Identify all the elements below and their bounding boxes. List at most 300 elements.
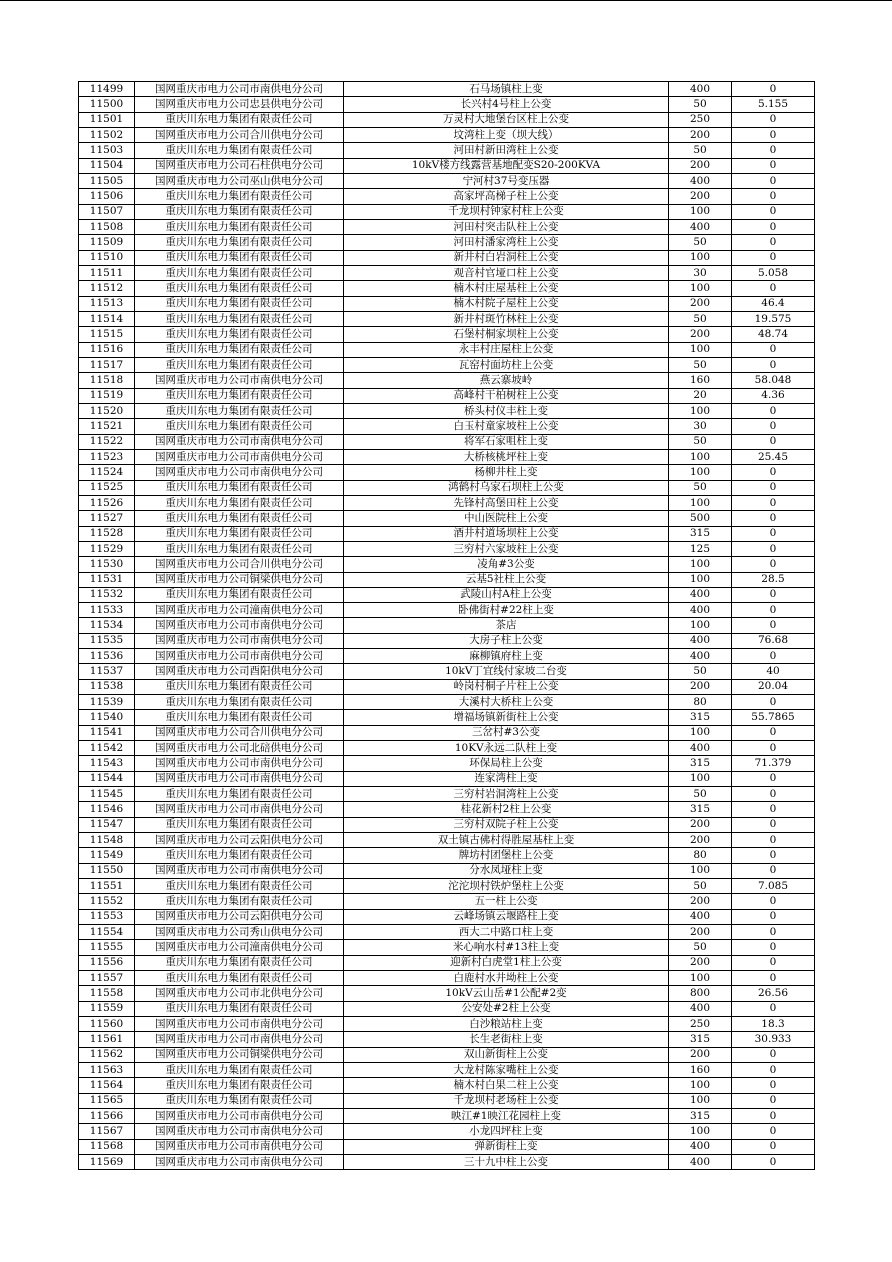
- transformer-name-cell: 桂花新村2柱上公变: [344, 802, 669, 817]
- value-cell: 0: [732, 1063, 815, 1078]
- capacity-cell: 800: [669, 986, 732, 1001]
- capacity-cell: 200: [669, 127, 732, 142]
- company-cell: 重庆川东电力集团有限责任公司: [135, 511, 344, 526]
- transformer-name-cell: 牌坊村团堡柱上公变: [344, 848, 669, 863]
- table-row: [79, 281, 815, 296]
- capacity-cell: 100: [669, 342, 732, 357]
- table-row: [79, 419, 815, 434]
- company-cell: 重庆川东电力集团有限责任公司: [135, 848, 344, 863]
- table-row: [79, 971, 815, 986]
- capacity-cell: 250: [669, 112, 732, 127]
- capacity-cell: 100: [669, 495, 732, 510]
- row-id-cell: 11564: [79, 1078, 135, 1093]
- company-cell: 国网重庆市电力公司市南供电分公司: [135, 1124, 344, 1139]
- transformer-name-cell: 石马场镇柱上变: [344, 82, 669, 97]
- value-cell: 0: [732, 143, 815, 158]
- capacity-cell: 200: [669, 296, 732, 311]
- value-cell: 0: [732, 541, 815, 556]
- transformer-name-cell: 高峰村干柏树柱上公变: [344, 388, 669, 403]
- capacity-cell: 50: [669, 235, 732, 250]
- capacity-cell: 200: [669, 158, 732, 173]
- capacity-cell: 160: [669, 373, 732, 388]
- row-id-cell: 11518: [79, 373, 135, 388]
- transformer-name-cell: 燕云寨坡岭: [344, 373, 669, 388]
- table-row: [79, 189, 815, 204]
- company-cell: 国网重庆市电力公司市南供电分公司: [135, 82, 344, 97]
- value-cell: 0: [732, 526, 815, 541]
- value-cell: 0: [732, 909, 815, 924]
- company-cell: 国网重庆市电力公司石柱供电分公司: [135, 158, 344, 173]
- transformer-name-cell: 楠木村庄屋基柱上公变: [344, 281, 669, 296]
- capacity-cell: 50: [669, 787, 732, 802]
- company-cell: 国网重庆市电力公司市南供电分公司: [135, 1017, 344, 1032]
- company-cell: 重庆川东电力集团有限责任公司: [135, 587, 344, 602]
- value-cell: 71.379: [732, 756, 815, 771]
- row-id-cell: 11545: [79, 787, 135, 802]
- table-row: [79, 311, 815, 326]
- value-cell: 26.56: [732, 986, 815, 1001]
- company-cell: 国网重庆市电力公司市南供电分公司: [135, 618, 344, 633]
- company-cell: 国网重庆市电力公司潼南供电分公司: [135, 940, 344, 955]
- capacity-cell: 315: [669, 802, 732, 817]
- value-cell: 0: [732, 465, 815, 480]
- company-cell: 重庆川东电力集团有限责任公司: [135, 1078, 344, 1093]
- capacity-cell: 200: [669, 833, 732, 848]
- table-row: [79, 82, 815, 97]
- value-cell: 0: [732, 894, 815, 909]
- value-cell: 28.5: [732, 572, 815, 587]
- capacity-cell: 400: [669, 741, 732, 756]
- value-cell: 18.3: [732, 1017, 815, 1032]
- table-row: [79, 526, 815, 541]
- value-cell: 0: [732, 189, 815, 204]
- table-row: [79, 541, 815, 556]
- transformer-name-cell: 三岔村#3公变: [344, 725, 669, 740]
- transformer-name-cell: 酒井村道场坝柱上公变: [344, 526, 669, 541]
- capacity-cell: 50: [669, 879, 732, 894]
- table-row: [79, 603, 815, 618]
- transformer-name-cell: 将军石家咀柱上变: [344, 434, 669, 449]
- capacity-cell: 315: [669, 1032, 732, 1047]
- row-id-cell: 11529: [79, 541, 135, 556]
- company-cell: 重庆川东电力集团有限责任公司: [135, 403, 344, 418]
- capacity-cell: 400: [669, 633, 732, 648]
- capacity-cell: 200: [669, 817, 732, 832]
- transformer-name-cell: 岭岗村桐子片柱上公变: [344, 679, 669, 694]
- capacity-cell: 400: [669, 1139, 732, 1154]
- capacity-cell: 20: [669, 388, 732, 403]
- transformer-name-cell: 河田村新田湾柱上公变: [344, 143, 669, 158]
- capacity-cell: 100: [669, 557, 732, 572]
- value-cell: 0: [732, 1001, 815, 1016]
- company-cell: 重庆川东电力集团有限责任公司: [135, 265, 344, 280]
- row-id-cell: 11534: [79, 618, 135, 633]
- table-row: [79, 710, 815, 725]
- transformer-name-cell: 双土镇古佛村得胜屋基柱上变: [344, 833, 669, 848]
- table-body: [79, 82, 815, 1170]
- row-id-cell: 11560: [79, 1017, 135, 1032]
- transformer-name-cell: 云峰场镇云堰路柱上变: [344, 909, 669, 924]
- table-row: [79, 265, 815, 280]
- transformer-name-cell: 长兴村4号柱上公变: [344, 97, 669, 112]
- row-id-cell: 11523: [79, 449, 135, 464]
- row-id-cell: 11527: [79, 511, 135, 526]
- table-row: [79, 250, 815, 265]
- value-cell: 0: [732, 940, 815, 955]
- row-id-cell: 11521: [79, 419, 135, 434]
- capacity-cell: 400: [669, 82, 732, 97]
- company-cell: 国网重庆市电力公司市南供电分公司: [135, 1108, 344, 1123]
- table-row: [79, 480, 815, 495]
- row-id-cell: 11514: [79, 311, 135, 326]
- transformer-name-cell: 鸿鹤村乌家石坝柱上公变: [344, 480, 669, 495]
- row-id-cell: 11520: [79, 403, 135, 418]
- page-top-border: [0, 0, 892, 1]
- transformer-name-cell: 分水凤垭柱上变: [344, 863, 669, 878]
- table-row: [79, 848, 815, 863]
- company-cell: 重庆川东电力集团有限责任公司: [135, 112, 344, 127]
- company-cell: 重庆川东电力集团有限责任公司: [135, 879, 344, 894]
- row-id-cell: 11553: [79, 909, 135, 924]
- row-id-cell: 11543: [79, 756, 135, 771]
- transformer-name-cell: 新井村斑竹林柱上公变: [344, 311, 669, 326]
- company-cell: 国网重庆市电力公司市南供电分公司: [135, 1139, 344, 1154]
- table-row: [79, 127, 815, 142]
- row-id-cell: 11555: [79, 940, 135, 955]
- value-cell: 76.68: [732, 633, 815, 648]
- transformer-name-cell: 三穷村六家坡柱上公变: [344, 541, 669, 556]
- company-cell: 重庆川东电力集团有限责任公司: [135, 204, 344, 219]
- row-id-cell: 11517: [79, 357, 135, 372]
- value-cell: 0: [732, 495, 815, 510]
- value-cell: 0: [732, 955, 815, 970]
- row-id-cell: 11547: [79, 817, 135, 832]
- table-row: [79, 1108, 815, 1123]
- table-row: [79, 357, 815, 372]
- capacity-cell: 100: [669, 572, 732, 587]
- value-cell: 0: [732, 587, 815, 602]
- transformer-name-cell: 10KV永远二队柱上变: [344, 741, 669, 756]
- row-id-cell: 11515: [79, 327, 135, 342]
- row-id-cell: 11533: [79, 603, 135, 618]
- transformer-name-cell: 白沙粮站柱上变: [344, 1017, 669, 1032]
- row-id-cell: 11524: [79, 465, 135, 480]
- company-cell: 重庆川东电力集团有限责任公司: [135, 311, 344, 326]
- value-cell: 0: [732, 511, 815, 526]
- row-id-cell: 11539: [79, 695, 135, 710]
- transformer-name-cell: 杨柳井柱上变: [344, 465, 669, 480]
- capacity-cell: 315: [669, 526, 732, 541]
- transformer-name-cell: 米心响水村#13柱上变: [344, 940, 669, 955]
- company-cell: 重庆川东电力集团有限责任公司: [135, 710, 344, 725]
- value-cell: 4.36: [732, 388, 815, 403]
- transformer-name-cell: 增福场镇新街柱上公变: [344, 710, 669, 725]
- value-cell: 0: [732, 1154, 815, 1169]
- value-cell: 0: [732, 802, 815, 817]
- row-id-cell: 11556: [79, 955, 135, 970]
- company-cell: 国网重庆市电力公司市南供电分公司: [135, 771, 344, 786]
- company-cell: 重庆川东电力集团有限责任公司: [135, 419, 344, 434]
- company-cell: 重庆川东电力集团有限责任公司: [135, 1093, 344, 1108]
- transformer-name-cell: 瓦窑村面坊柱上公变: [344, 357, 669, 372]
- table-row: [79, 388, 815, 403]
- value-cell: 0: [732, 112, 815, 127]
- company-cell: 国网重庆市电力公司酉阳供电分公司: [135, 664, 344, 679]
- value-cell: 0: [732, 127, 815, 142]
- value-cell: 0: [732, 173, 815, 188]
- value-cell: 20.04: [732, 679, 815, 694]
- capacity-cell: 100: [669, 449, 732, 464]
- capacity-cell: 100: [669, 1078, 732, 1093]
- row-id-cell: 11569: [79, 1154, 135, 1169]
- capacity-cell: 100: [669, 204, 732, 219]
- capacity-cell: 100: [669, 725, 732, 740]
- row-id-cell: 11567: [79, 1124, 135, 1139]
- table-row: [79, 695, 815, 710]
- capacity-cell: 50: [669, 311, 732, 326]
- company-cell: 国网重庆市电力公司合川供电分公司: [135, 557, 344, 572]
- value-cell: 46.4: [732, 296, 815, 311]
- company-cell: 国网重庆市电力公司合川供电分公司: [135, 127, 344, 142]
- row-id-cell: 11557: [79, 971, 135, 986]
- table-row: [79, 787, 815, 802]
- company-cell: 重庆川东电力集团有限责任公司: [135, 281, 344, 296]
- row-id-cell: 11499: [79, 82, 135, 97]
- row-id-cell: 11550: [79, 863, 135, 878]
- table-row: [79, 771, 815, 786]
- capacity-cell: 125: [669, 541, 732, 556]
- transformer-name-cell: 桥头村仪丰柱上变: [344, 403, 669, 418]
- table-row: [79, 955, 815, 970]
- value-cell: 0: [732, 281, 815, 296]
- company-cell: 国网重庆市电力公司市南供电分公司: [135, 863, 344, 878]
- value-cell: 0: [732, 1124, 815, 1139]
- value-cell: 40: [732, 664, 815, 679]
- company-cell: 重庆川东电力集团有限责任公司: [135, 219, 344, 234]
- capacity-cell: 100: [669, 863, 732, 878]
- table-row: [79, 1124, 815, 1139]
- value-cell: 19.575: [732, 311, 815, 326]
- capacity-cell: 200: [669, 894, 732, 909]
- table-row: [79, 741, 815, 756]
- transformer-name-cell: 长生老街柱上变: [344, 1032, 669, 1047]
- value-cell: 58.048: [732, 373, 815, 388]
- table-row: [79, 449, 815, 464]
- transformer-name-cell: 先锋村高堡田柱上公变: [344, 495, 669, 510]
- row-id-cell: 11525: [79, 480, 135, 495]
- company-cell: 重庆川东电力集团有限责任公司: [135, 250, 344, 265]
- company-cell: 重庆川东电力集团有限责任公司: [135, 327, 344, 342]
- transformer-name-cell: 公安处#2柱上公变: [344, 1001, 669, 1016]
- row-id-cell: 11544: [79, 771, 135, 786]
- transformer-name-cell: 三穷村岩洞湾柱上公变: [344, 787, 669, 802]
- table-row: [79, 909, 815, 924]
- transformer-name-cell: 楠木村院子屋柱上公变: [344, 296, 669, 311]
- capacity-cell: 100: [669, 465, 732, 480]
- capacity-cell: 50: [669, 940, 732, 955]
- table-row: [79, 1001, 815, 1016]
- company-cell: 国网重庆市电力公司市南供电分公司: [135, 1032, 344, 1047]
- capacity-cell: 315: [669, 710, 732, 725]
- table-row: [79, 465, 815, 480]
- table-row: [79, 235, 815, 250]
- transformer-name-cell: 麻柳镇府柱上变: [344, 649, 669, 664]
- transformer-name-cell: 三穷村双院子柱上公变: [344, 817, 669, 832]
- table-row: [79, 756, 815, 771]
- capacity-cell: 400: [669, 219, 732, 234]
- value-cell: 0: [732, 971, 815, 986]
- table-row: [79, 1032, 815, 1047]
- transformer-name-cell: 迎新村白虎堂1柱上公变: [344, 955, 669, 970]
- capacity-cell: 400: [669, 1154, 732, 1169]
- row-id-cell: 11519: [79, 388, 135, 403]
- capacity-cell: 400: [669, 603, 732, 618]
- table-row: [79, 1017, 815, 1032]
- transformer-name-cell: 千龙坝村老场柱上公变: [344, 1093, 669, 1108]
- transformer-name-cell: 白玉村童家坡柱上公变: [344, 419, 669, 434]
- company-cell: 国网重庆市电力公司市南供电分公司: [135, 1154, 344, 1169]
- company-cell: 国网重庆市电力公司合川供电分公司: [135, 725, 344, 740]
- transformer-table: [78, 81, 815, 1170]
- transformer-name-cell: 凌角#3公变: [344, 557, 669, 572]
- transformer-name-cell: 环保局柱上公变: [344, 756, 669, 771]
- row-id-cell: 11526: [79, 495, 135, 510]
- transformer-name-cell: 沱沱坝村铁炉堡柱上公变: [344, 879, 669, 894]
- transformer-name-cell: 云基5社柱上公变: [344, 572, 669, 587]
- row-id-cell: 11566: [79, 1108, 135, 1123]
- capacity-cell: 100: [669, 403, 732, 418]
- capacity-cell: 100: [669, 971, 732, 986]
- company-cell: 重庆川东电力集团有限责任公司: [135, 189, 344, 204]
- company-cell: 重庆川东电力集团有限责任公司: [135, 955, 344, 970]
- company-cell: 国网重庆市电力公司潼南供电分公司: [135, 603, 344, 618]
- row-id-cell: 11561: [79, 1032, 135, 1047]
- company-cell: 重庆川东电力集团有限责任公司: [135, 357, 344, 372]
- company-cell: 国网重庆市电力公司秀山供电分公司: [135, 925, 344, 940]
- row-id-cell: 11500: [79, 97, 135, 112]
- table-row: [79, 495, 815, 510]
- value-cell: 5.058: [732, 265, 815, 280]
- value-cell: 0: [732, 342, 815, 357]
- transformer-name-cell: 连家湾柱上变: [344, 771, 669, 786]
- company-cell: 国网重庆市电力公司市南供电分公司: [135, 465, 344, 480]
- row-id-cell: 11528: [79, 526, 135, 541]
- table-row: [79, 572, 815, 587]
- table-row: [79, 940, 815, 955]
- row-id-cell: 11508: [79, 219, 135, 234]
- value-cell: 0: [732, 480, 815, 495]
- row-id-cell: 11554: [79, 925, 135, 940]
- row-id-cell: 11512: [79, 281, 135, 296]
- company-cell: 重庆川东电力集团有限责任公司: [135, 787, 344, 802]
- table-row: [79, 1154, 815, 1169]
- value-cell: 0: [732, 219, 815, 234]
- row-id-cell: 11538: [79, 679, 135, 694]
- transformer-name-cell: 弹新街柱上变: [344, 1139, 669, 1154]
- table-row: [79, 817, 815, 832]
- table-row: [79, 112, 815, 127]
- value-cell: 0: [732, 158, 815, 173]
- table-row: [79, 1139, 815, 1154]
- value-cell: 0: [732, 725, 815, 740]
- transformer-name-cell: 10kV楼方线露营基地配变S20-200KVA: [344, 158, 669, 173]
- transformer-name-cell: 三十九中柱上公变: [344, 1154, 669, 1169]
- company-cell: 重庆川东电力集团有限责任公司: [135, 388, 344, 403]
- table-row: [79, 633, 815, 648]
- row-id-cell: 11503: [79, 143, 135, 158]
- table-row: [79, 204, 815, 219]
- capacity-cell: 200: [669, 679, 732, 694]
- transformer-name-cell: 映江#1映江花园柱上变: [344, 1108, 669, 1123]
- row-id-cell: 11509: [79, 235, 135, 250]
- capacity-cell: 30: [669, 419, 732, 434]
- transformer-name-cell: 双山新街柱上公变: [344, 1047, 669, 1062]
- capacity-cell: 100: [669, 281, 732, 296]
- transformer-name-cell: 万灵村大地堡台区柱上公变: [344, 112, 669, 127]
- capacity-cell: 400: [669, 173, 732, 188]
- company-cell: 重庆川东电力集团有限责任公司: [135, 971, 344, 986]
- company-cell: 国网重庆市电力公司市南供电分公司: [135, 373, 344, 388]
- value-cell: 25.45: [732, 449, 815, 464]
- company-cell: 国网重庆市电力公司市南供电分公司: [135, 802, 344, 817]
- table-row: [79, 925, 815, 940]
- value-cell: 0: [732, 557, 815, 572]
- transformer-name-cell: 新井村白岩洞柱上公变: [344, 250, 669, 265]
- value-cell: 0: [732, 618, 815, 633]
- transformer-name-cell: 大桥核桃坪柱上变: [344, 449, 669, 464]
- table-row: [79, 158, 815, 173]
- capacity-cell: 50: [669, 357, 732, 372]
- value-cell: 0: [732, 771, 815, 786]
- table-row: [79, 863, 815, 878]
- company-cell: 重庆川东电力集团有限责任公司: [135, 1001, 344, 1016]
- company-cell: 重庆川东电力集团有限责任公司: [135, 526, 344, 541]
- capacity-cell: 50: [669, 434, 732, 449]
- row-id-cell: 11562: [79, 1047, 135, 1062]
- company-cell: 国网重庆市电力公司市北供电分公司: [135, 986, 344, 1001]
- capacity-cell: 400: [669, 587, 732, 602]
- company-cell: 重庆川东电力集团有限责任公司: [135, 235, 344, 250]
- company-cell: 国网重庆市电力公司云阳供电分公司: [135, 833, 344, 848]
- table-row: [79, 1093, 815, 1108]
- capacity-cell: 315: [669, 1108, 732, 1123]
- row-id-cell: 11535: [79, 633, 135, 648]
- capacity-cell: 100: [669, 250, 732, 265]
- row-id-cell: 11531: [79, 572, 135, 587]
- value-cell: 0: [732, 863, 815, 878]
- row-id-cell: 11548: [79, 833, 135, 848]
- value-cell: 0: [732, 817, 815, 832]
- company-cell: 国网重庆市电力公司市南供电分公司: [135, 434, 344, 449]
- capacity-cell: 100: [669, 1124, 732, 1139]
- value-cell: 48.74: [732, 327, 815, 342]
- capacity-cell: 100: [669, 618, 732, 633]
- row-id-cell: 11536: [79, 649, 135, 664]
- company-cell: 重庆川东电力集团有限责任公司: [135, 480, 344, 495]
- capacity-cell: 80: [669, 848, 732, 863]
- value-cell: 55.7865: [732, 710, 815, 725]
- table-row: [79, 833, 815, 848]
- table-row: [79, 802, 815, 817]
- transformer-name-cell: 卧佛街村#22柱上变: [344, 603, 669, 618]
- table-row: [79, 649, 815, 664]
- table-row: [79, 986, 815, 1001]
- transformer-name-cell: 10kV云山岳#1公配#2变: [344, 986, 669, 1001]
- row-id-cell: 11551: [79, 879, 135, 894]
- capacity-cell: 200: [669, 189, 732, 204]
- capacity-cell: 50: [669, 143, 732, 158]
- table-row: [79, 373, 815, 388]
